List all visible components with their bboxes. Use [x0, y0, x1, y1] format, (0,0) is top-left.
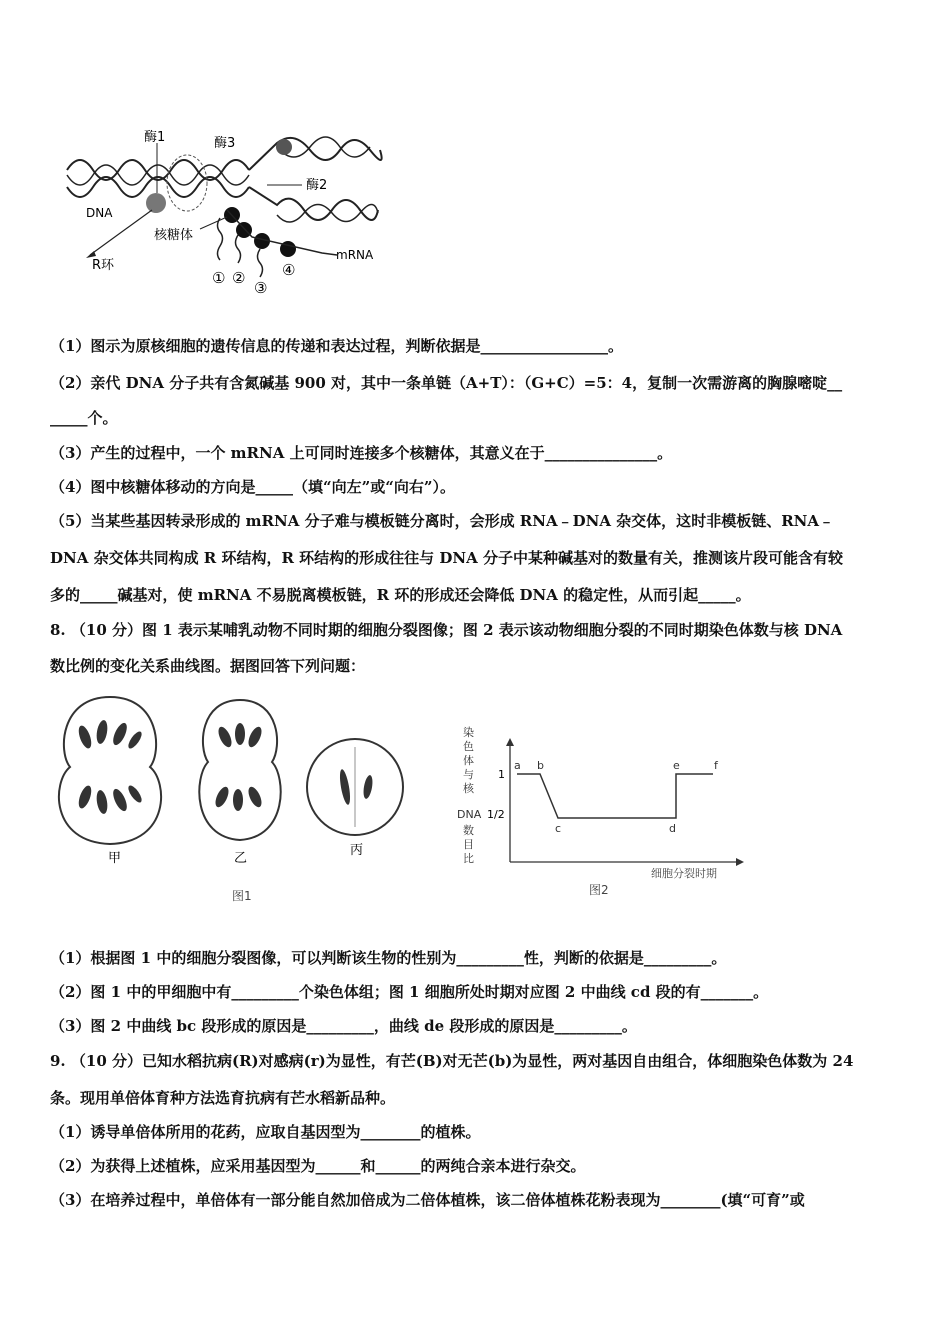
dna-expression-figure	[62, 125, 392, 300]
figure2-xlabel: 细胞分裂时期	[651, 867, 717, 880]
figure2-point-b: b	[537, 759, 544, 772]
ribosome-label: 核糖体	[154, 228, 194, 243]
figure1-caption: 图1	[232, 889, 252, 903]
cell-yi-chromosomes	[213, 723, 264, 811]
q8-part2: （2）图 1 中的甲细胞中有_________个染色体组；图 1 细胞所处时期对应图 2 中曲线 cd 段的有_______。	[50, 983, 769, 1001]
ylabel-char-1: 染	[463, 726, 474, 739]
figure2-point-d: d	[669, 822, 676, 835]
cell-bing-label: 丙	[350, 843, 364, 858]
ylabel-char-4: 与	[463, 768, 474, 781]
polypeptide-2	[236, 235, 241, 263]
enzyme3-label: 酶3	[214, 136, 236, 151]
enzyme1-blob	[146, 193, 166, 213]
number-4: ④	[282, 261, 296, 279]
enzyme3-blob	[276, 139, 292, 155]
dna-strand-left-3	[67, 165, 249, 185]
figure2-yhalf-tick: 1/2	[487, 808, 505, 821]
q9-part1: （1）诱导单倍体所用的花药，应取自基因型为________的植株。	[50, 1123, 481, 1141]
q7-part3: （3）产生的过程中，一个 mRNA 上可同时连接多个核糖体，其意义在于_______________。	[50, 444, 673, 462]
number-1: ①	[212, 269, 226, 287]
cell-yi-label: 乙	[234, 851, 248, 866]
figure2-point-c: c	[555, 822, 562, 835]
q8-part3: （3）图 2 中曲线 bc 段形成的原因是_________，曲线 de 段形成的原因是_________。	[50, 1017, 637, 1035]
figure2-point-f: f	[714, 759, 718, 772]
figure2-y1-tick: 1	[498, 768, 505, 781]
cell-jia-outline	[59, 697, 161, 844]
polypeptide-1	[218, 218, 223, 260]
q9-intro-2: 条。现用单倍体育种方法选育抗病有芒水稻新品种。	[50, 1089, 396, 1107]
figure2-ylabel	[457, 725, 482, 865]
q7-part5b: DNA 杂交体共同构成 R 环结构，R 环结构的形成往往与 DNA 分子中某种碱基对的数量有关，推测该片段可能含有较	[50, 549, 843, 567]
q7-part2b: _____个。	[50, 409, 118, 427]
q8-intro-1: 8. （10 分）图 1 表示某哺乳动物不同时期的细胞分裂图像；图 2 表示该动物细胞分裂的不同时期染色体数与核 DNA	[50, 621, 843, 639]
figure1-cells	[50, 692, 410, 912]
enzyme2-label: 酶2	[306, 178, 328, 193]
q9-part3: （3）在培养过程中，单倍体有一部分能自然加倍成为二倍体植株，该二倍体植株花粉表现为________(填“可育”或	[50, 1191, 805, 1209]
ylabel-char-7: 数	[463, 824, 474, 837]
figure2-point-a: a	[514, 759, 521, 772]
cell-bing-chromosomes	[338, 769, 374, 806]
figure2-point-e: e	[673, 759, 680, 772]
ylabel-char-6: DNA	[457, 808, 482, 821]
dna-label: DNA	[86, 206, 113, 220]
q7-part5a: （5）当某些基因转录形成的 mRNA 分子难与模板链分离时，会形成 RNA﹣DNA 杂交体，这时非模板链、RNA﹣	[50, 512, 835, 530]
q8-intro-2: 数比例的变化关系曲线图。据图回答下列问题：	[50, 657, 366, 675]
figure2-chart	[455, 722, 755, 900]
ylabel-char-2: 色	[463, 740, 474, 753]
enzyme1-label: 酶1	[144, 130, 166, 145]
q7-part4: （4）图中核糖体移动的方向是_____（填“向左”或“向右”）。	[50, 478, 455, 496]
q7-part5c: 多的_____碱基对，使 mRNA 不易脱离模板链，R 环的形成还会降低 DNA 的稳定性，从而引起_____。	[50, 586, 751, 604]
mrna-label: mRNA	[336, 248, 374, 262]
figure2-curve	[517, 774, 713, 818]
q9-part2: （2）为获得上述植株，应采用基因型为______和______的两纯合亲本进行杂交。	[50, 1157, 586, 1175]
figure2-y-arrow	[506, 738, 514, 746]
q9-intro-1: 9. （10 分）已知水稻抗病(R)对感病(r)为显性，有芒(B)对无芒(b)为显性，两对基因自由组合，体细胞染色体数为 24	[50, 1052, 854, 1070]
cell-yi-outline	[199, 700, 280, 840]
number-2: ②	[232, 269, 246, 287]
ylabel-char-3: 体	[463, 754, 474, 767]
cell-jia-chromosomes	[76, 719, 144, 814]
figure2-x-arrow	[736, 858, 744, 866]
figure2-caption: 图2	[589, 883, 609, 897]
number-3: ③	[254, 279, 268, 297]
cell-jia-label: 甲	[108, 851, 122, 866]
q7-part1: （1）图示为原核细胞的遗传信息的传递和表达过程，判断依据是_________________。	[50, 337, 623, 355]
r-loop-label: R环	[92, 258, 115, 273]
polypeptide-3	[258, 249, 263, 277]
ribosome-pointer	[200, 217, 227, 229]
ylabel-char-9: 比	[463, 852, 474, 865]
q8-part1: （1）根据图 1 中的细胞分裂图像，可以判断该生物的性别为_________性，判断的依据是_________。	[50, 949, 727, 967]
ylabel-char-8: 目	[463, 838, 474, 851]
q7-part2a: （2）亲代 DNA 分子共有含氮碱基 900 对，其中一条单链（A+T）：（G+C）=5：4，复制一次需游离的胸腺嘧啶__	[50, 374, 843, 392]
ylabel-char-5: 核	[463, 782, 474, 795]
